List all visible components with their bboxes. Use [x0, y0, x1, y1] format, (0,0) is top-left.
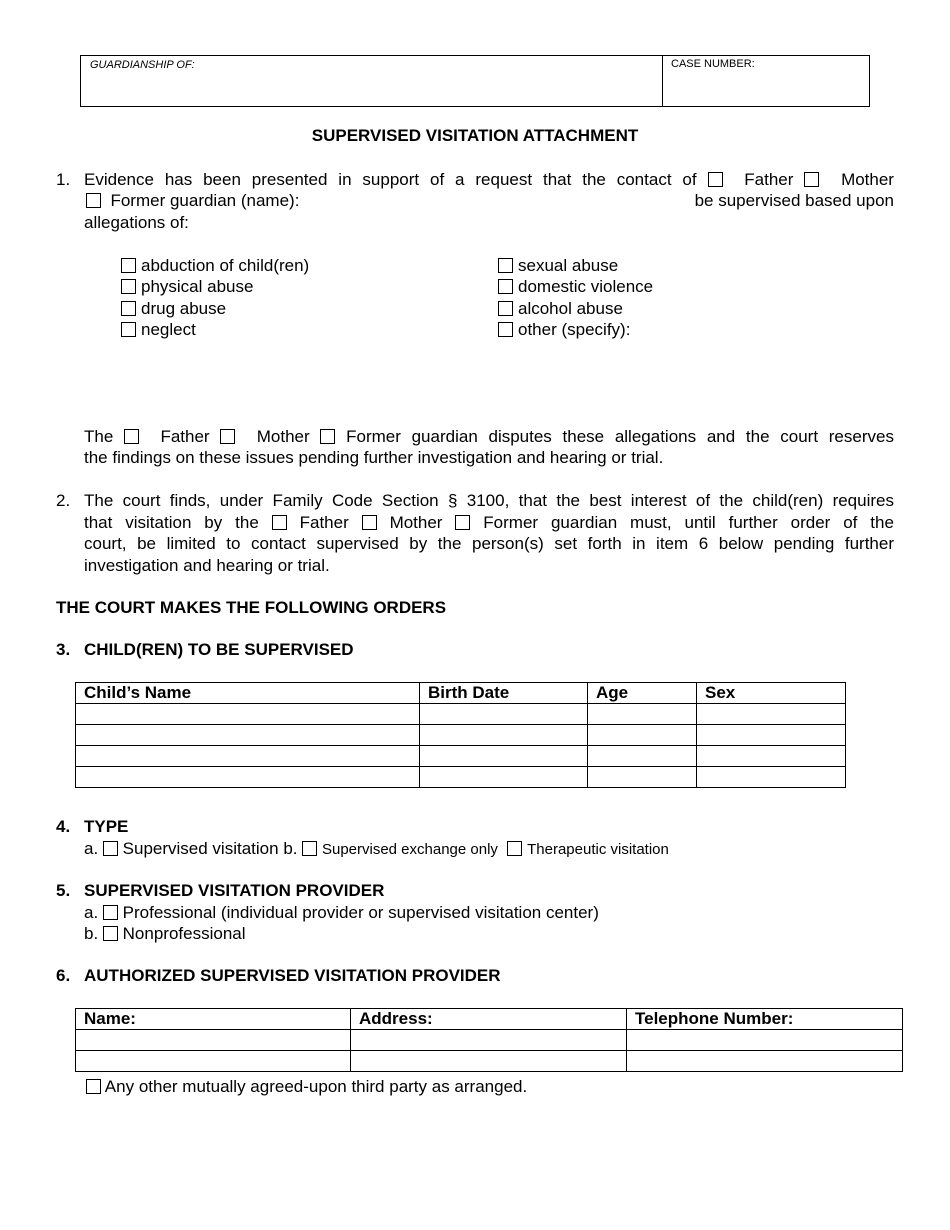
provider-table: [75, 1008, 903, 1072]
table-cell[interactable]: [420, 746, 588, 767]
other-party-option: Any other mutually agreed-upon third party as arranged.: [86, 1076, 527, 1098]
item3-heading: CHILD(REN) TO BE SUPERVISED: [84, 640, 354, 659]
col-name: Name:: [76, 1009, 351, 1030]
table-cell[interactable]: [627, 1030, 903, 1051]
table-cell[interactable]: [351, 1051, 627, 1072]
table-cell[interactable]: [588, 725, 697, 746]
therapeutic-visitation-checkbox[interactable]: [507, 841, 522, 856]
col-telephone: Telephone Number:: [627, 1009, 903, 1030]
allegation-checkbox[interactable]: [121, 279, 136, 294]
item6-number: 6.: [56, 966, 71, 985]
dispute-former-guardian-checkbox[interactable]: [320, 429, 335, 444]
table-cell[interactable]: [588, 767, 697, 788]
header-divider: [662, 56, 663, 106]
allegation-other[interactable]: other (specify):: [498, 319, 630, 341]
table-row: [76, 767, 846, 788]
table-cell[interactable]: [76, 704, 420, 725]
item1-supervised-text: be supervised based upon: [694, 191, 894, 210]
item3-number: 3.: [56, 640, 71, 659]
table-cell[interactable]: [420, 767, 588, 788]
col-child-name: Child’s Name: [76, 683, 420, 704]
item5-option-b: b. Nonprofessional: [84, 924, 246, 943]
table-row: [76, 1030, 903, 1051]
allegation-drug-abuse[interactable]: drug abuse: [121, 298, 226, 320]
children-table: [75, 682, 846, 788]
allegation-checkbox[interactable]: [498, 258, 513, 273]
dispute-line1: The Father Mother Former guardian disputes these allegations and the court reserves: [84, 427, 894, 446]
table-cell[interactable]: [697, 746, 846, 767]
item2-line1: The court finds, under Family Code Section § 3100, that the best interest of the child(ren) requires: [84, 491, 894, 510]
table-cell[interactable]: [420, 725, 588, 746]
supervised-exchange-checkbox[interactable]: [302, 841, 317, 856]
item1-text-a: Evidence has been presented in support of a request that the contact of: [84, 170, 697, 189]
col-birth-date: Birth Date: [420, 683, 588, 704]
father-label: Father: [744, 170, 794, 189]
dispute-mother-checkbox[interactable]: [220, 429, 235, 444]
col-address: Address:: [351, 1009, 627, 1030]
table-header-row: [76, 1009, 903, 1030]
item2-former-guardian-checkbox[interactable]: [455, 515, 470, 530]
dispute-line2: the findings on these issues pending further investigation and hearing or trial.: [84, 448, 664, 467]
item4-options: a. Supervised visitation b. Supervised exchange only Therapeutic visitation: [84, 839, 669, 858]
table-cell[interactable]: [76, 1051, 351, 1072]
col-sex: Sex: [697, 683, 846, 704]
item5-number: 5.: [56, 881, 71, 900]
item1-number: 1.: [56, 170, 71, 189]
item2-line4: investigation and hearing or trial.: [84, 556, 330, 575]
father-checkbox[interactable]: [708, 172, 723, 187]
item1-allegations-label: allegations of:: [84, 213, 189, 232]
professional-checkbox[interactable]: [103, 905, 118, 920]
allegation-checkbox[interactable]: [121, 301, 136, 316]
mother-checkbox[interactable]: [804, 172, 819, 187]
item2-mother-checkbox[interactable]: [362, 515, 377, 530]
orders-heading: THE COURT MAKES THE FOLLOWING ORDERS: [56, 598, 447, 617]
allegation-checkbox[interactable]: [498, 279, 513, 294]
item5-option-a: a. Professional (individual provider or supervised visitation center): [84, 903, 599, 922]
allegation-abduction[interactable]: abduction of child(ren): [121, 255, 309, 277]
allegation-alcohol-abuse[interactable]: alcohol abuse: [498, 298, 623, 320]
item5-heading: SUPERVISED VISITATION PROVIDER: [84, 881, 385, 900]
item2-line2: that visitation by the Father Mother Former guardian must, until further order of the: [84, 513, 894, 532]
case-number-label: CASE NUMBER:: [671, 58, 755, 70]
table-cell[interactable]: [588, 704, 697, 725]
table-cell[interactable]: [588, 746, 697, 767]
table-row: [76, 704, 846, 725]
table-header-row: [76, 683, 846, 704]
allegation-physical-abuse[interactable]: physical abuse: [121, 276, 253, 298]
dispute-father-checkbox[interactable]: [124, 429, 139, 444]
col-age: Age: [588, 683, 697, 704]
allegation-sexual-abuse[interactable]: sexual abuse: [498, 255, 618, 277]
table-cell[interactable]: [76, 725, 420, 746]
item4-number: 4.: [56, 817, 71, 836]
table-cell[interactable]: [420, 704, 588, 725]
allegation-neglect[interactable]: neglect: [121, 319, 196, 341]
item1-line2: [86, 190, 299, 212]
table-cell[interactable]: [697, 704, 846, 725]
item2-father-checkbox[interactable]: [272, 515, 287, 530]
item2-line3: court, be limited to contact supervised by the person(s) set forth in item 6 below pending further: [84, 534, 894, 553]
table-cell[interactable]: [76, 767, 420, 788]
allegation-checkbox[interactable]: [498, 322, 513, 337]
table-cell[interactable]: [627, 1051, 903, 1072]
nonprofessional-checkbox[interactable]: [103, 926, 118, 941]
table-cell[interactable]: [697, 767, 846, 788]
allegation-domestic-violence[interactable]: domestic violence: [498, 276, 653, 298]
guardianship-label: GUARDIANSHIP OF:: [90, 59, 195, 71]
mother-label: Mother: [841, 170, 894, 189]
table-row: [76, 1051, 903, 1072]
item6-heading: AUTHORIZED SUPERVISED VISITATION PROVIDER: [84, 966, 501, 985]
item1-line1: [84, 169, 894, 191]
page-title: SUPERVISED VISITATION ATTACHMENT: [311, 126, 639, 145]
former-guardian-label: Former guardian (name):: [110, 191, 300, 210]
table-cell[interactable]: [76, 746, 420, 767]
allegation-checkbox[interactable]: [121, 322, 136, 337]
item2-number: 2.: [56, 491, 71, 510]
allegation-checkbox[interactable]: [121, 258, 136, 273]
other-party-checkbox[interactable]: [86, 1079, 101, 1094]
table-row: [76, 746, 846, 767]
table-cell[interactable]: [697, 725, 846, 746]
table-row: [76, 725, 846, 746]
item4-heading: TYPE: [84, 817, 129, 836]
allegation-checkbox[interactable]: [498, 301, 513, 316]
table-cell[interactable]: [76, 1030, 351, 1051]
case-header: [80, 55, 870, 107]
table-cell[interactable]: [351, 1030, 627, 1051]
supervised-visitation-checkbox[interactable]: [103, 841, 118, 856]
former-guardian-checkbox[interactable]: [86, 193, 101, 208]
